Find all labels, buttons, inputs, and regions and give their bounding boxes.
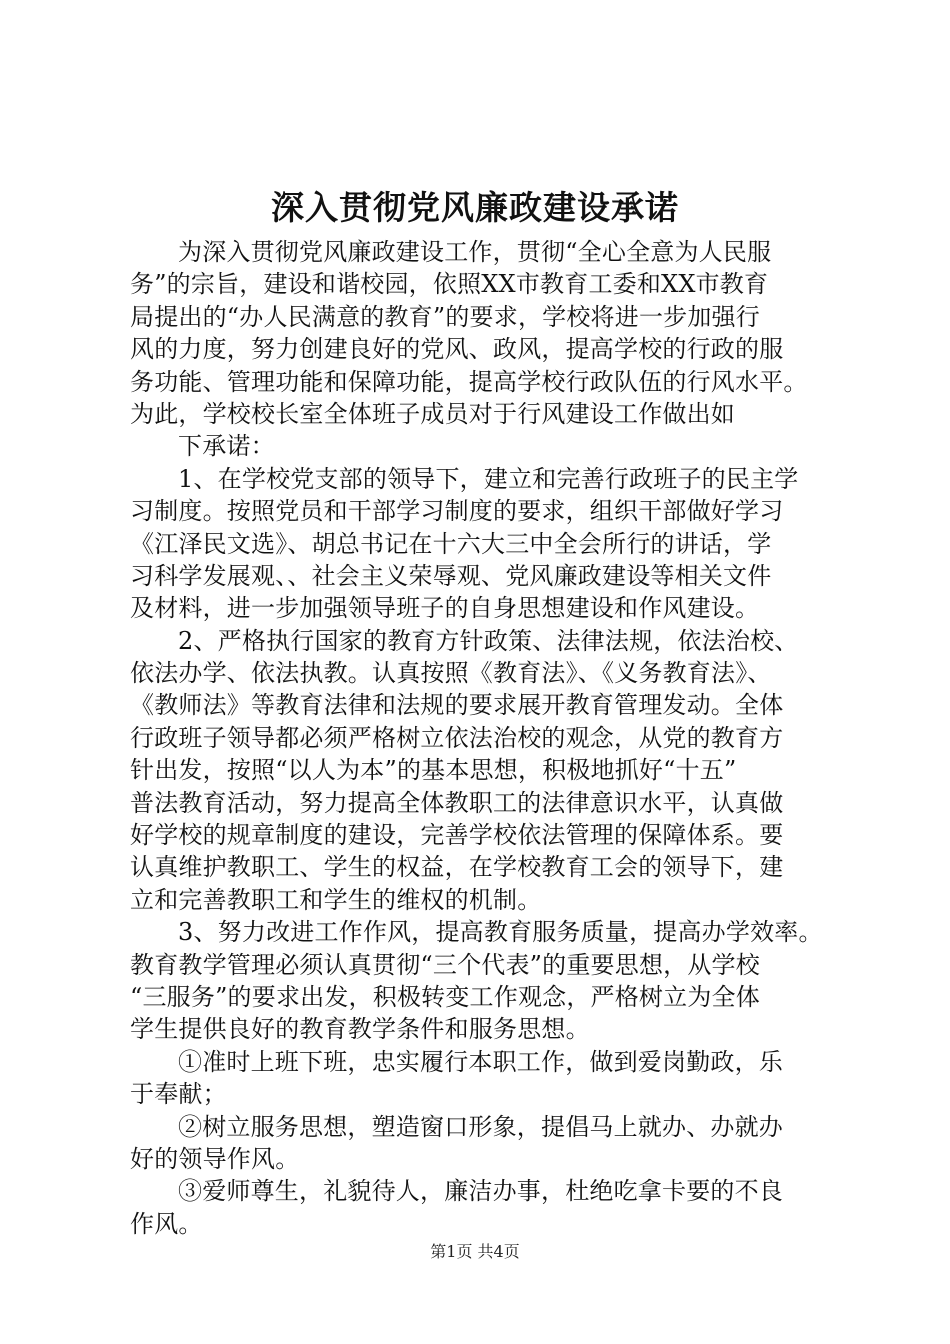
paragraph-line: 2、严格执行国家的教育方针政策、法律法规，依法治校、 [178, 626, 799, 655]
paragraph-line: 习制度。按照党员和干部学习制度的要求，组织干部做好学习 [130, 497, 784, 526]
document-title: 深入贯彻党风廉政建设承诺 [271, 188, 679, 227]
paragraph-line: 及材料，进一步加强领导班子的自身思想建设和作风建设。 [130, 594, 760, 623]
paragraph-line: 《教师法》等教育法律和法规的要求展开教育管理发动。全体 [130, 691, 784, 720]
paragraph-line: 依法办学、依法执教。认真按照《教育法》、《义务教育法》、 [130, 659, 772, 688]
paragraph-line: 《江泽民文选》、胡总书记在十六大三中全会所行的讲话，学 [130, 529, 772, 558]
paragraph-line: 针出发，按照“以人为本”的基本思想，积极地抓好“十五” [130, 756, 737, 785]
page-number: 第1页 共4页 [430, 1242, 520, 1261]
paragraph-line: 务功能、管理功能和保障功能，提高学校行政队伍的行风水平。 [130, 367, 808, 396]
paragraph-line: 为此，学校校长室全体班子成员对于行风建设工作做出如 [130, 399, 735, 428]
paragraph-line: 务”的宗旨，建设和谐校园，依照XX市教育工委和XX市教育 [130, 270, 769, 299]
paragraph-line: 于奉献； [130, 1080, 227, 1109]
paragraph-line: ③爱师尊生，礼貌待人，廉洁办事，杜绝吃拿卡要的不良 [178, 1177, 783, 1206]
paragraph-line: 下承诺： [178, 432, 275, 461]
paragraph-line: 3、努力改进工作作风，提高教育服务质量，提高办学效率。 [178, 918, 823, 947]
paragraph-line: 教育教学管理必须认真贯彻“三个代表”的重要思想，从学校 [130, 950, 760, 979]
paragraph-line: 作风。 [130, 1209, 203, 1238]
paragraph-line: 习科学发展观、、社会主义荣辱观、党风廉政建设等相关文件 [130, 561, 772, 590]
paragraph-line: 好的领导作风。 [130, 1144, 300, 1173]
paragraph-line: 好学校的规章制度的建设，完善学校依法管理的保障体系。要 [130, 821, 784, 850]
paragraph-line: 立和完善教职工和学生的维权的机制。 [130, 885, 542, 914]
paragraph-line: ①准时上班下班，忠实履行本职工作，做到爱岗勤政，乐 [178, 1047, 783, 1076]
paragraph-line: 认真维护教职工、学生的权益，在学校教育工会的领导下，建 [130, 853, 784, 882]
paragraph-line: 普法教育活动，努力提高全体教职工的法律意识水平，认真做 [130, 788, 784, 817]
paragraph-line: “三服务”的要求出发，积极转变工作观念，严格树立为全体 [130, 982, 760, 1011]
paragraph-line: 为深入贯彻党风廉政建设工作，贯彻“全心全意为人民服 [178, 238, 772, 266]
paragraph-line: 局提出的“办人民满意的教育”的要求，学校将进一步加强行 [130, 302, 760, 331]
paragraph-line: 学生提供良好的教育教学条件和服务思想。 [130, 1015, 590, 1044]
document-body [130, 236, 830, 1240]
paragraph-line: 1、在学校党支部的领导下，建立和完善行政班子的民主学 [178, 464, 799, 493]
paragraph-line: 风的力度，努力创建良好的党风、政风，提高学校的行政的服 [130, 335, 784, 364]
paragraph-line: 行政班子领导都必须严格树立依法治校的观念，从党的教育方 [130, 723, 784, 752]
paragraph-line: ②树立服务思想，塑造窗口形象，提倡马上就办、办就办 [178, 1112, 783, 1141]
